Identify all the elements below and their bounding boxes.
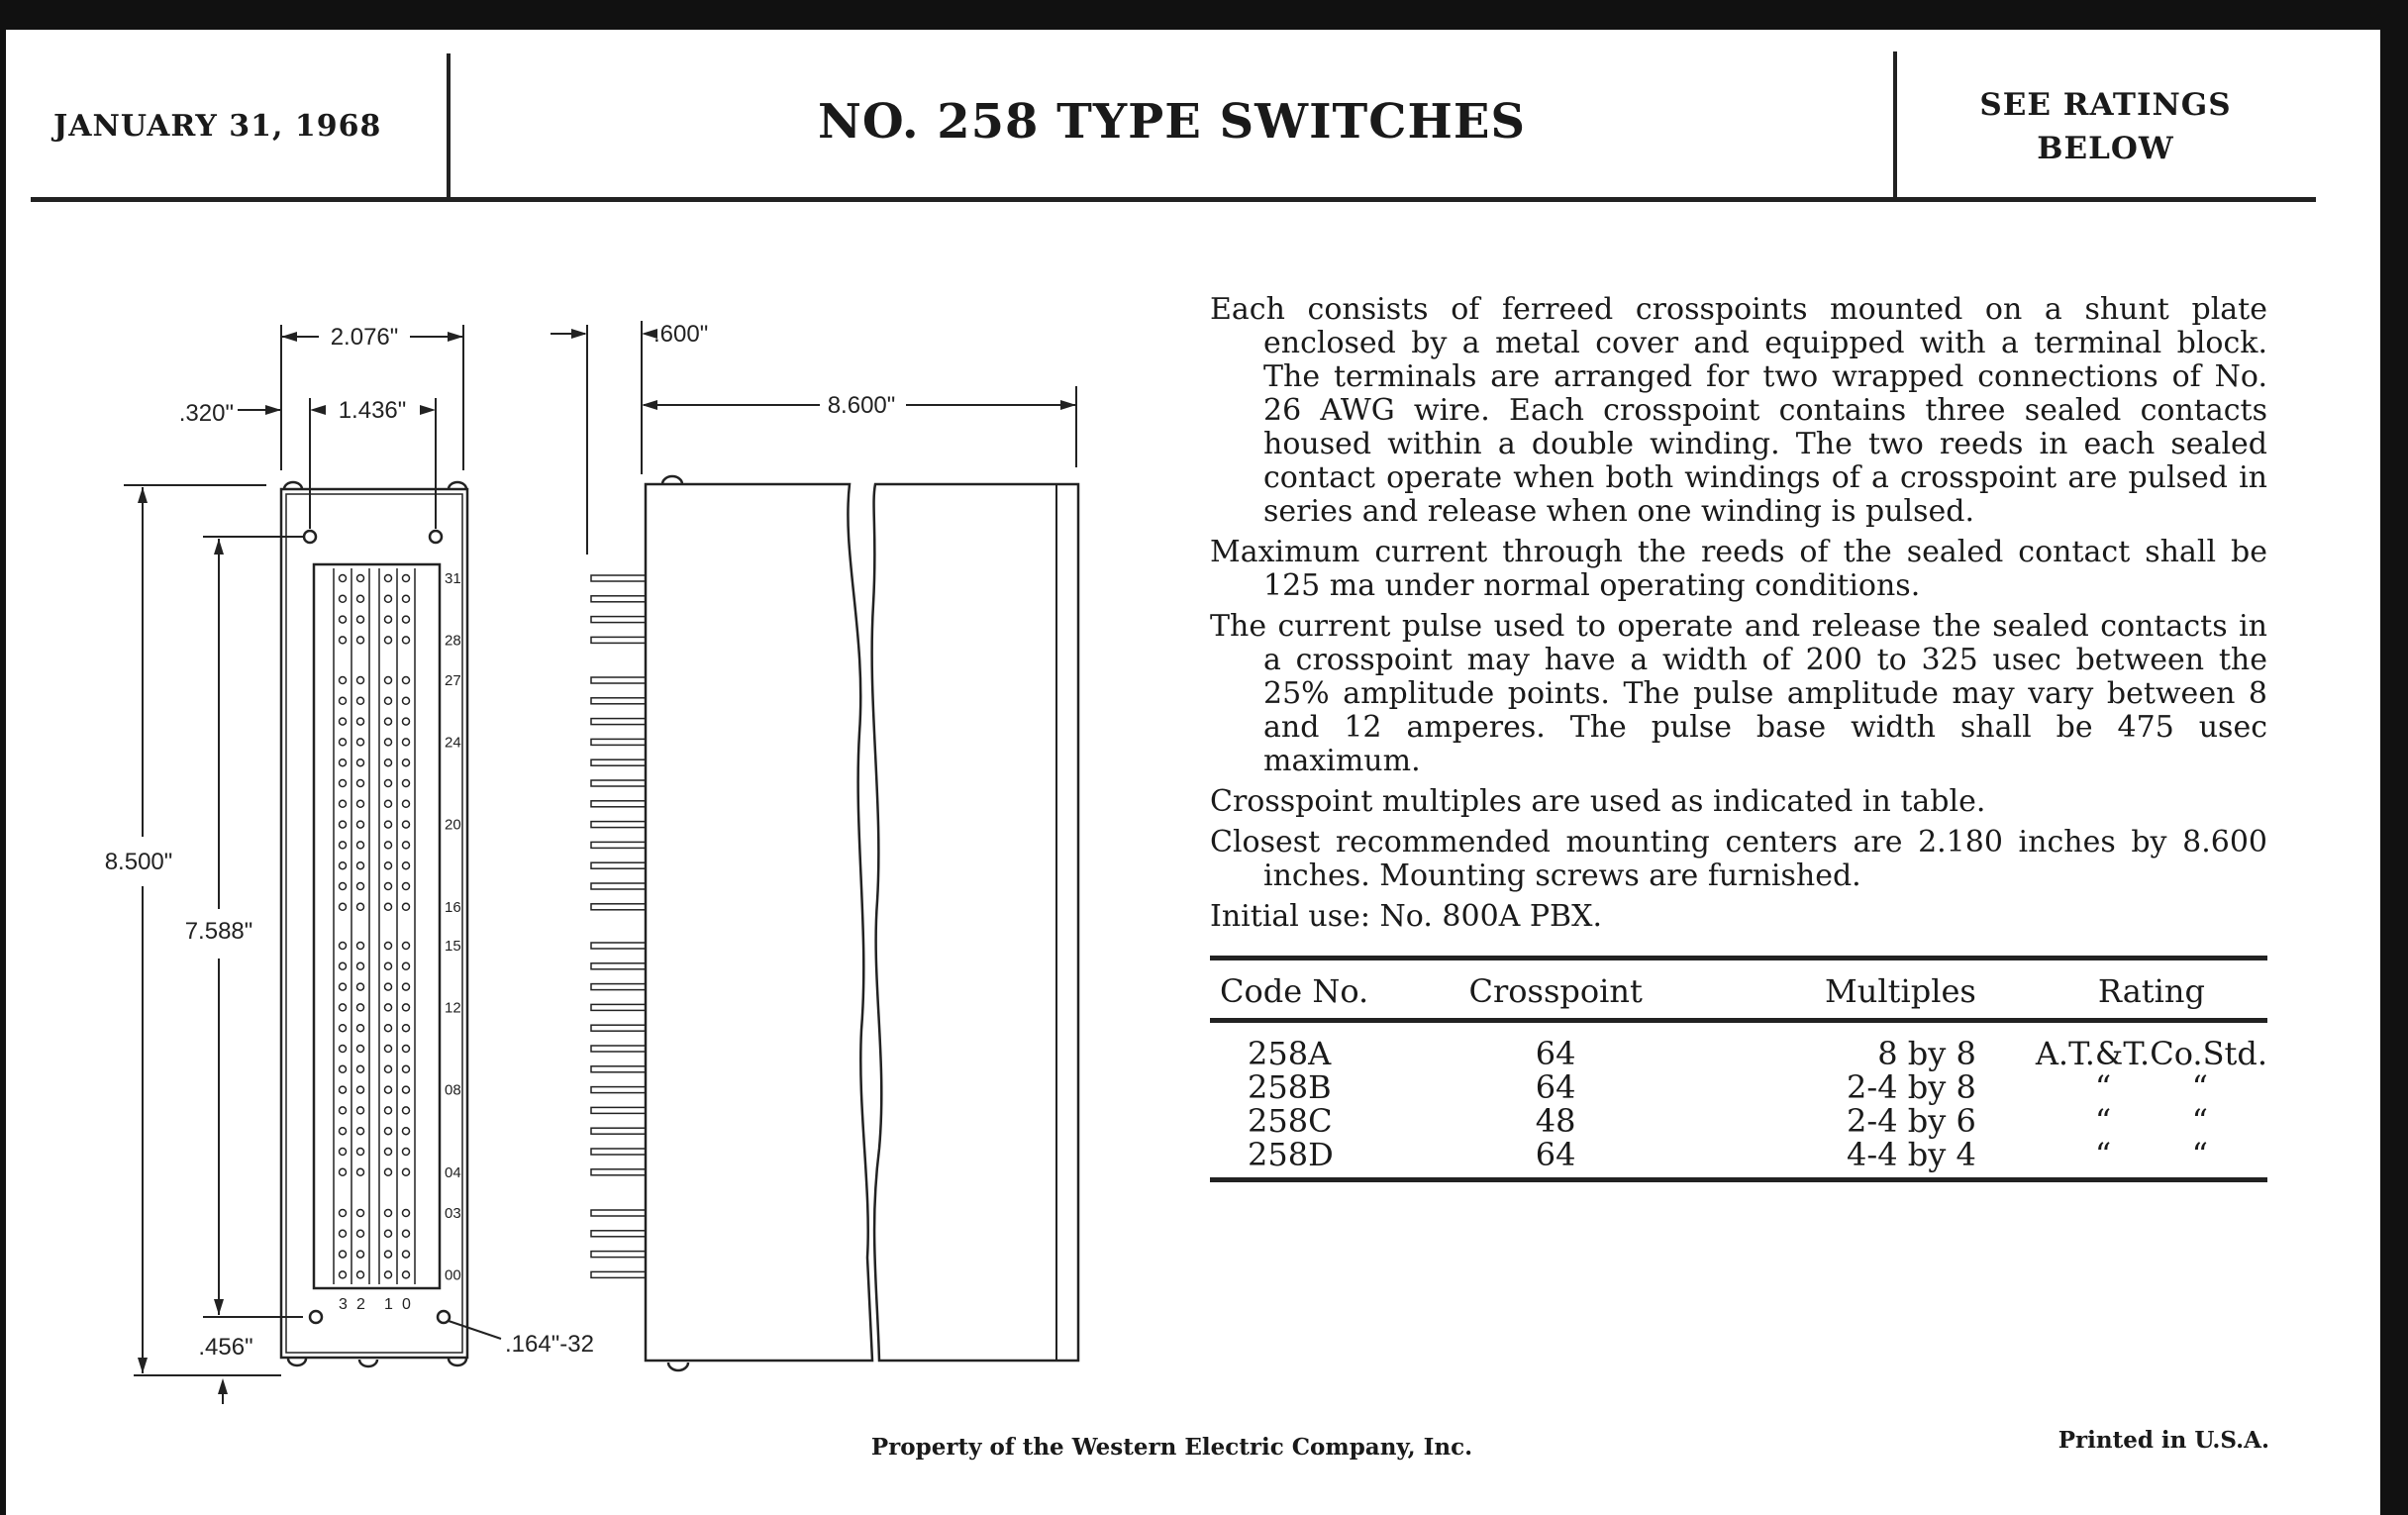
- terminal: [357, 739, 364, 746]
- terminal: [340, 962, 347, 969]
- terminal: [340, 903, 347, 910]
- terminal: [357, 1210, 364, 1217]
- terminal-pin: [591, 1149, 646, 1155]
- table-row: [1210, 1070, 2267, 1104]
- ratings-note-line2: BELOW: [2037, 131, 2174, 166]
- terminal-pin: [591, 1169, 646, 1175]
- terminal: [403, 883, 410, 890]
- terminal: [385, 1065, 392, 1072]
- terminal: [385, 962, 392, 969]
- terminal: [403, 780, 410, 787]
- terminal: [357, 1004, 364, 1011]
- cell-crosspoint: 48: [1535, 1102, 1576, 1140]
- terminal: [403, 800, 410, 807]
- terminal-pin: [591, 842, 646, 848]
- terminal: [357, 821, 364, 828]
- terminal-pin: [591, 1107, 646, 1113]
- column-label: 0: [402, 1296, 411, 1313]
- row-label: 31: [445, 570, 461, 587]
- terminal: [403, 1025, 410, 1032]
- cell-rating: “ “: [2094, 1136, 2208, 1173]
- terminal-pin: [591, 1046, 646, 1052]
- terminal-pin: [591, 617, 646, 623]
- terminal: [357, 1025, 364, 1032]
- terminal: [357, 1271, 364, 1278]
- terminal: [340, 943, 347, 950]
- dim-pin-length: .600": [653, 321, 709, 348]
- terminal: [403, 616, 410, 623]
- terminal: [340, 800, 347, 807]
- row-label: 03: [445, 1205, 461, 1222]
- terminal: [385, 1251, 392, 1258]
- terminal: [403, 842, 410, 849]
- arrowhead: [448, 332, 463, 342]
- terminal-pin: [591, 904, 646, 910]
- terminal-pin: [591, 1210, 646, 1216]
- terminal-pin: [591, 943, 646, 949]
- dim-overall-height: 8.500": [104, 849, 173, 875]
- terminal: [385, 821, 392, 828]
- terminal: [357, 800, 364, 807]
- terminal: [385, 862, 392, 869]
- terminal: [357, 1251, 364, 1258]
- terminal-pin: [591, 1087, 646, 1093]
- terminal: [403, 962, 410, 969]
- description-paragraph: Maximum current through the reeds of the sealed contact shall be 125 ma under normal operating conditions.: [1210, 535, 2267, 603]
- terminal: [385, 595, 392, 602]
- terminal: [340, 677, 347, 684]
- terminal: [340, 1128, 347, 1135]
- terminal: [357, 1086, 364, 1093]
- terminal: [340, 1168, 347, 1175]
- terminal: [403, 1210, 410, 1217]
- row-label: 16: [445, 898, 461, 916]
- terminal-pin: [591, 739, 646, 745]
- row-label: 28: [445, 632, 461, 650]
- description-paragraph: Each consists of ferreed crosspoints mounted on a shunt plate enclosed by a metal cover and equipped with a terminal block. The terminals are arranged for two wrapped connections of No. 26 AWG wire. Each crosspoint contains three sealed contacts housed within a double winding. The two reeds in each sealed contact operate when both windings of a crosspoint are pulsed in series and release when one winding is pulsed.: [1210, 292, 2267, 529]
- row-label: 04: [445, 1163, 461, 1181]
- terminal-pin: [591, 1271, 646, 1277]
- code-table: [1210, 956, 2267, 1182]
- description-paragraph: The current pulse used to operate and release the sealed contacts in a crosspoint may have a width of 200 to 325 usec between the 25% amplitude points. The pulse amplitude may vary between 8 and 12 amperes. The pulse base width shall be 475 usec maximum.: [1210, 609, 2267, 778]
- terminal: [340, 862, 347, 869]
- terminal: [403, 1168, 410, 1175]
- cell-code: 258A: [1248, 1035, 1332, 1072]
- dim-screw: .164"-32: [505, 1331, 594, 1358]
- cell-code: 258C: [1248, 1102, 1333, 1140]
- terminal: [385, 1271, 392, 1278]
- terminal-pin: [591, 1252, 646, 1258]
- terminal: [403, 1086, 410, 1093]
- terminal: [385, 637, 392, 644]
- terminal: [385, 1025, 392, 1032]
- column-label: 2: [356, 1296, 365, 1313]
- col-rating: Rating: [2036, 959, 2267, 1021]
- description-paragraph: Closest recommended mounting centers are 2.180 inches by 8.600 inches. Mounting screws are furnished.: [1210, 825, 2267, 893]
- arrowhead: [310, 405, 326, 415]
- terminal: [385, 1107, 392, 1114]
- terminal: [357, 780, 364, 787]
- terminal: [357, 962, 364, 969]
- terminal: [403, 1271, 410, 1278]
- terminal-pin: [591, 698, 646, 704]
- cell-rating: “ “: [2094, 1068, 2208, 1106]
- terminal: [385, 883, 392, 890]
- terminal: [385, 903, 392, 910]
- specification-column: [1210, 293, 2267, 1182]
- cell-multiples: 2-4 by 6: [1847, 1102, 1976, 1140]
- mounting-hole: [438, 1311, 450, 1323]
- terminal: [357, 1149, 364, 1156]
- terminal: [403, 903, 410, 910]
- terminal: [403, 718, 410, 725]
- row-label: 08: [445, 1081, 461, 1099]
- mounting-hole: [430, 531, 442, 543]
- terminal: [340, 1046, 347, 1053]
- terminal: [357, 1168, 364, 1175]
- terminal-pin: [591, 1025, 646, 1031]
- dim-hole-spacing: 1.436": [338, 397, 407, 424]
- terminal: [403, 1230, 410, 1237]
- cell-crosspoint: 64: [1535, 1035, 1576, 1072]
- cell-multiples: 8 by 8: [1877, 1035, 1976, 1072]
- screw-head: [359, 1360, 377, 1366]
- terminal-pin: [591, 677, 646, 683]
- cell-rating: “ “: [2094, 1102, 2208, 1140]
- column-label: 3: [339, 1296, 348, 1313]
- terminal: [340, 759, 347, 766]
- terminal: [385, 616, 392, 623]
- terminal: [385, 739, 392, 746]
- terminal: [403, 1046, 410, 1053]
- terminal: [403, 759, 410, 766]
- arrowhead: [1060, 400, 1076, 410]
- terminal-pin: [591, 575, 646, 581]
- terminal: [340, 1004, 347, 1011]
- cell-rating: A.T.&T.Co.Std.: [2035, 1035, 2267, 1072]
- arrowhead: [281, 332, 297, 342]
- terminal: [357, 677, 364, 684]
- arrowhead: [571, 329, 587, 339]
- terminal: [357, 943, 364, 950]
- issue-date: JANUARY 31, 1968: [53, 109, 382, 144]
- dim-overall-width: 2.076": [330, 324, 399, 351]
- side-view-body-left: [646, 484, 872, 1361]
- terminal: [340, 1271, 347, 1278]
- terminal-pin: [591, 719, 646, 725]
- terminal: [340, 983, 347, 990]
- arrowhead: [218, 1378, 228, 1394]
- arrowhead: [642, 400, 657, 410]
- terminal: [340, 1086, 347, 1093]
- side-view-body-right: [872, 484, 1078, 1361]
- cell-crosspoint: 64: [1535, 1068, 1576, 1106]
- row-label: 15: [445, 938, 461, 955]
- cell-multiples: 4-4 by 4: [1847, 1136, 1976, 1173]
- terminal: [340, 780, 347, 787]
- terminal: [357, 983, 364, 990]
- terminal-pin: [591, 1231, 646, 1237]
- mounting-hole: [304, 531, 316, 543]
- terminal: [385, 780, 392, 787]
- terminal-pin: [591, 1004, 646, 1010]
- terminal: [385, 842, 392, 849]
- terminal-pin: [591, 780, 646, 786]
- terminal: [403, 821, 410, 828]
- terminal: [340, 1065, 347, 1072]
- terminal: [357, 595, 364, 602]
- arrowhead: [214, 539, 224, 555]
- row-label: 27: [445, 672, 461, 689]
- terminal-block: [314, 564, 440, 1288]
- terminal: [385, 1004, 392, 1011]
- row-label: 24: [445, 734, 461, 752]
- terminal: [403, 1251, 410, 1258]
- terminal: [357, 862, 364, 869]
- terminal: [357, 1065, 364, 1072]
- arrowhead: [138, 1358, 148, 1373]
- terminal: [340, 821, 347, 828]
- terminal-pin: [591, 963, 646, 969]
- terminal: [340, 1107, 347, 1114]
- terminal: [340, 1025, 347, 1032]
- terminal: [340, 1230, 347, 1237]
- terminal: [385, 1086, 392, 1093]
- dim-bottom-offset: .456": [198, 1334, 253, 1361]
- row-label: 00: [445, 1266, 461, 1284]
- terminal: [403, 943, 410, 950]
- terminal: [385, 800, 392, 807]
- terminal: [403, 637, 410, 644]
- printed-in: Printed in U.S.A.: [2057, 1427, 2269, 1454]
- terminal: [340, 616, 347, 623]
- terminal: [340, 718, 347, 725]
- mounting-hole: [310, 1311, 322, 1323]
- screw-head: [668, 1363, 688, 1370]
- col-code-no: Code No.: [1210, 959, 1441, 1021]
- table-row: [1210, 1104, 2267, 1138]
- terminal: [403, 677, 410, 684]
- terminal: [403, 1065, 410, 1072]
- terminal: [385, 1128, 392, 1135]
- terminal: [403, 1107, 410, 1114]
- terminal-pin: [591, 801, 646, 807]
- terminal-pin: [591, 1128, 646, 1134]
- ratings-note-line1: SEE RATINGS: [1979, 87, 2232, 123]
- row-label: 20: [445, 816, 461, 834]
- terminal: [403, 1149, 410, 1156]
- col-multiples: Multiples: [1670, 959, 2036, 1021]
- terminal: [357, 637, 364, 644]
- col-crosspoint: Crosspoint: [1441, 959, 1670, 1021]
- terminal: [403, 862, 410, 869]
- description: [1210, 293, 2267, 934]
- front-view-inner-frame: [286, 494, 462, 1353]
- terminal: [340, 637, 347, 644]
- row-label: 12: [445, 999, 461, 1017]
- terminal: [385, 943, 392, 950]
- terminal: [357, 718, 364, 725]
- terminal-pin: [591, 862, 646, 868]
- terminal: [357, 1107, 364, 1114]
- terminal: [385, 1046, 392, 1053]
- terminal: [340, 1210, 347, 1217]
- terminal: [385, 759, 392, 766]
- terminal: [357, 616, 364, 623]
- terminal: [403, 575, 410, 582]
- terminal-pin: [591, 984, 646, 990]
- terminal: [340, 739, 347, 746]
- terminal-pin: [591, 596, 646, 602]
- terminal: [357, 842, 364, 849]
- dim-hole-vertical: 7.588": [184, 918, 253, 945]
- terminal: [403, 739, 410, 746]
- terminal: [357, 1046, 364, 1053]
- cell-code: 258D: [1248, 1136, 1334, 1173]
- terminal: [357, 759, 364, 766]
- terminal: [385, 983, 392, 990]
- terminal: [403, 595, 410, 602]
- column-label: 1: [384, 1296, 393, 1313]
- terminal: [403, 1004, 410, 1011]
- terminal: [340, 575, 347, 582]
- terminal: [385, 1149, 392, 1156]
- terminal: [385, 1230, 392, 1237]
- screw-head: [288, 1359, 306, 1365]
- description-paragraph: Crosspoint multiples are used as indicated in table.: [1210, 784, 1986, 819]
- property-notice: Property of the Western Electric Company, Inc.: [870, 1434, 1473, 1461]
- terminal: [385, 1210, 392, 1217]
- cell-crosspoint: 64: [1535, 1136, 1576, 1173]
- terminal-pin: [591, 822, 646, 828]
- terminal: [385, 1168, 392, 1175]
- arrowhead: [420, 405, 436, 415]
- terminal: [357, 697, 364, 704]
- page-title: NO. 258 TYPE SWITCHES: [817, 94, 1527, 150]
- terminal: [357, 903, 364, 910]
- cell-multiples: 2-4 by 8: [1847, 1068, 1976, 1106]
- terminal: [357, 1128, 364, 1135]
- terminal: [385, 575, 392, 582]
- terminal: [357, 883, 364, 890]
- terminal: [385, 718, 392, 725]
- dim-side-offset: .320": [178, 400, 234, 427]
- dim-depth: 8.600": [827, 392, 896, 419]
- arrowhead: [214, 1299, 224, 1315]
- description-paragraph: Initial use: No. 800A PBX.: [1210, 899, 1602, 934]
- leader-line: [449, 1321, 501, 1339]
- terminal: [340, 697, 347, 704]
- table-row: [1210, 1138, 2267, 1180]
- terminal: [340, 1149, 347, 1156]
- arrowhead: [138, 487, 148, 503]
- terminal: [357, 1230, 364, 1237]
- terminal: [385, 677, 392, 684]
- terminal: [403, 697, 410, 704]
- cell-code: 258B: [1248, 1068, 1332, 1106]
- table-header-row: [1210, 959, 2267, 1021]
- terminal: [340, 883, 347, 890]
- table-row: [1210, 1021, 2267, 1071]
- terminal: [403, 983, 410, 990]
- terminal: [340, 595, 347, 602]
- screw-head: [449, 1359, 466, 1365]
- terminal: [403, 1128, 410, 1135]
- terminal-pin: [591, 883, 646, 889]
- terminal-pin: [591, 759, 646, 765]
- terminal-pin: [591, 1066, 646, 1072]
- terminal: [340, 1251, 347, 1258]
- arrowhead: [265, 405, 281, 415]
- terminal-pin: [591, 637, 646, 643]
- terminal: [385, 697, 392, 704]
- terminal: [340, 842, 347, 849]
- terminal: [357, 575, 364, 582]
